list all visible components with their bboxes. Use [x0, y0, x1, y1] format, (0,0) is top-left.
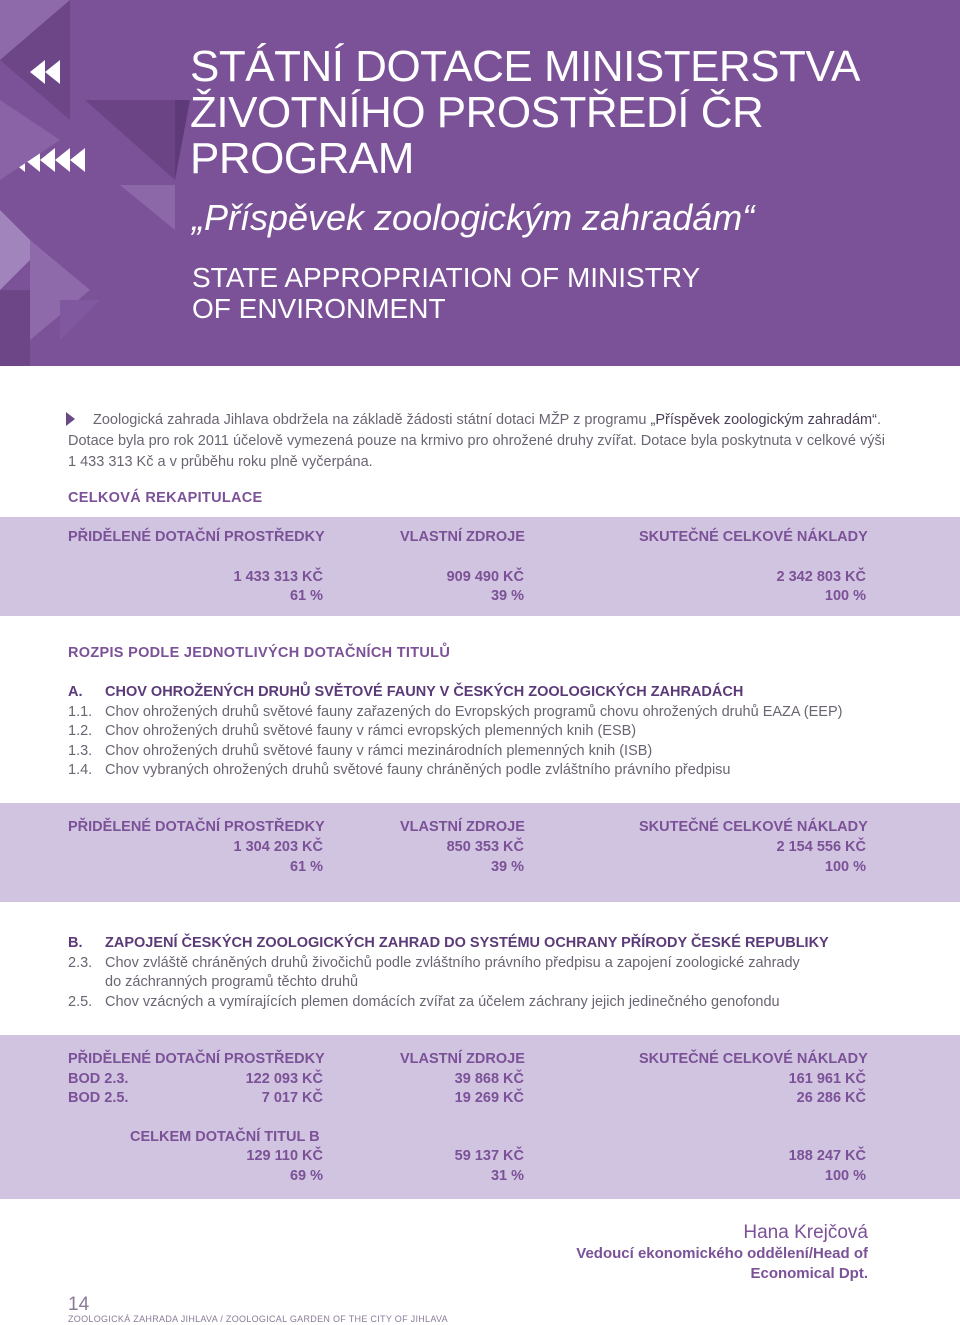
a-col-total: SKUTEČNÉ CELKOVÉ NÁKLADY: [639, 819, 868, 835]
recap-amount-own: 909 490 KČ: [446, 569, 524, 585]
recap-heading: CELKOVÁ REKAPITULACE: [68, 490, 263, 506]
title-line-1: STÁTNÍ DOTACE MINISTERSTVA: [190, 42, 860, 91]
b-row-total: 161 961 KČ: [788, 1071, 866, 1087]
b-row-allocated: 7 017 KČ: [261, 1090, 323, 1106]
intro-paragraph: [68, 410, 888, 473]
signature-name: Hana Krejčová: [743, 1222, 868, 1243]
intro-line-3: 1 433 313 Kč a v průběhu roku plně vyčerpána.: [68, 454, 373, 470]
title-line-3: PROGRAM: [190, 134, 414, 183]
b-row-label: BOD 2.5.: [68, 1090, 129, 1106]
page-title: [190, 44, 860, 182]
signature-block: [576, 1222, 868, 1284]
recap-table: [0, 517, 960, 616]
english-title-line-2: OF ENVIRONMENT: [192, 293, 446, 324]
b-row-allocated: 122 093 KČ: [245, 1071, 323, 1087]
recap-amount-total: 2 342 803 KČ: [776, 569, 866, 585]
b-total-label: CELKEM DOTAČNÍ TITUL B: [130, 1129, 320, 1145]
section-a-letter: A.: [68, 684, 83, 700]
program-name: „Příspěvek zoologickým zahradám“: [650, 412, 877, 428]
english-title: [192, 262, 700, 324]
item-text: Chov ohrožených druhů světové fauny v rámci evropských plemenných knih (ESB): [105, 723, 637, 739]
b-row-total: 26 286 KČ: [796, 1090, 866, 1106]
section-a-table: [0, 803, 960, 902]
a-pct-allocated: 61 %: [289, 859, 323, 875]
a-col-own: VLASTNÍ ZDROJE: [400, 819, 525, 835]
item-number: 1.2.: [68, 723, 93, 739]
b-row-own: 19 269 KČ: [454, 1090, 524, 1106]
b-pct-own: 31 %: [490, 1168, 524, 1184]
section-b-title: ZAPOJENÍ ČESKÝCH ZOOLOGICKÝCH ZAHRAD DO SYSTÉMU OCHRANY PŘÍRODY ČESKÉ REPUBLIKY: [105, 935, 829, 951]
b-col-allocated: PŘIDĚLENÉ DOTAČNÍ PROSTŘEDKY: [68, 1051, 325, 1067]
recap-pct-total: 100 %: [824, 588, 866, 604]
section-a-title: CHOV OHROŽENÝCH DRUHŮ SVĚTOVÉ FAUNY V ČESKÝCH ZOOLOGICKÝCH ZAHRADÁCH: [105, 684, 744, 700]
header-banner: [0, 0, 960, 366]
b-col-total: SKUTEČNÉ CELKOVÉ NÁKLADY: [639, 1051, 868, 1067]
page-number: 14: [68, 1294, 90, 1315]
a-amount-own: 850 353 KČ: [446, 839, 524, 855]
english-title-line-1: STATE APPROPRIATION OF MINISTRY: [192, 262, 701, 293]
item-text: Chov vybraných ohrožených druhů světové fauny chráněných podle zvláštního právního předpisu: [105, 762, 731, 778]
b-total-total: 188 247 KČ: [788, 1148, 866, 1164]
item-number: 1.1.: [68, 703, 93, 720]
a-pct-own: 39 %: [490, 859, 524, 875]
bullet-arrow-icon: [66, 412, 75, 426]
footer-text: ZOOLOGICKÁ ZAHRADA JIHLAVA / ZOOLOGICAL GARDEN OF THE CITY OF JIHLAVA: [68, 1314, 448, 1324]
recap-amount-allocated: 1 433 313 KČ: [233, 569, 323, 585]
b-total-allocated: 129 110 KČ: [246, 1148, 323, 1164]
item-text: Chov ohrožených druhů světové fauny zařazených do Evropských programů chovu ohrožených druhů EAZA (EEP): [105, 703, 843, 720]
item-text: Chov ohrožených druhů světové fauny v rámci mezinárodních plemenných knih (ISB): [105, 742, 653, 759]
breakdown-heading: ROZPIS PODLE JEDNOTLIVÝCH DOTAČNÍCH TITULŮ: [68, 645, 451, 661]
program-subtitle: „Příspěvek zoologickým zahradám“: [192, 197, 755, 238]
signature-role-line-2: Economical Dpt.: [750, 1265, 868, 1282]
signature-role-line-1: Vedoucí ekonomického oddělení/Head of: [576, 1245, 868, 1262]
recap-col-own: VLASTNÍ ZDROJE: [400, 529, 525, 545]
item-text: Chov vzácných a vymírajících plemen domácích zvířat za účelem záchrany jejich jedinečného genofondu: [105, 993, 780, 1010]
intro-text-1c: .: [876, 412, 881, 428]
b-row-own: 39 868 KČ: [454, 1071, 524, 1087]
item-number: 1.3.: [68, 742, 93, 759]
item-number: 1.4.: [68, 762, 93, 778]
item-number: 2.5.: [68, 993, 93, 1010]
b-pct-allocated: 69 %: [289, 1168, 323, 1184]
recap-pct-own: 39 %: [490, 588, 524, 604]
recap-col-allocated: PŘIDĚLENÉ DOTAČNÍ PROSTŘEDKY: [68, 529, 325, 545]
a-col-allocated: PŘIDĚLENÉ DOTAČNÍ PROSTŘEDKY: [68, 819, 325, 835]
b-total-own: 59 137 KČ: [454, 1148, 524, 1164]
b-pct-total: 100 %: [824, 1168, 866, 1184]
a-pct-total: 100 %: [824, 859, 866, 875]
triangle-pattern-decoration: [0, 0, 190, 366]
item-text: do záchranných programů těchto druhů: [105, 974, 359, 990]
a-amount-total: 2 154 556 KČ: [776, 839, 866, 855]
intro-line-2: Dotace byla pro rok 2011 účelově vymezená pouze na krmivo pro ohrožené druhy zvířat. Dotace byla poskytnuta v celkové výši: [68, 433, 885, 449]
intro-text-1a: Zoologická zahrada Jihlava obdržela na základě žádosti státní dotaci MŽP z programu: [93, 412, 651, 428]
b-col-own: VLASTNÍ ZDROJE: [400, 1051, 525, 1067]
title-line-2: ŽIVOTNÍHO PROSTŘEDÍ ČR: [190, 88, 764, 137]
item-text: Chov zvláště chráněných druhů živočichů podle zvláštního právního předpisu a zapojení zoologické zahrady: [105, 954, 800, 971]
a-amount-allocated: 1 304 203 KČ: [233, 839, 323, 855]
recap-col-total: SKUTEČNÉ CELKOVÉ NÁKLADY: [639, 529, 868, 545]
item-number: 2.3.: [68, 954, 93, 971]
b-row-label: BOD 2.3.: [68, 1071, 129, 1087]
section-b-table: [0, 1035, 960, 1199]
section-b-letter: B.: [68, 935, 83, 951]
recap-pct-allocated: 61 %: [289, 588, 323, 604]
